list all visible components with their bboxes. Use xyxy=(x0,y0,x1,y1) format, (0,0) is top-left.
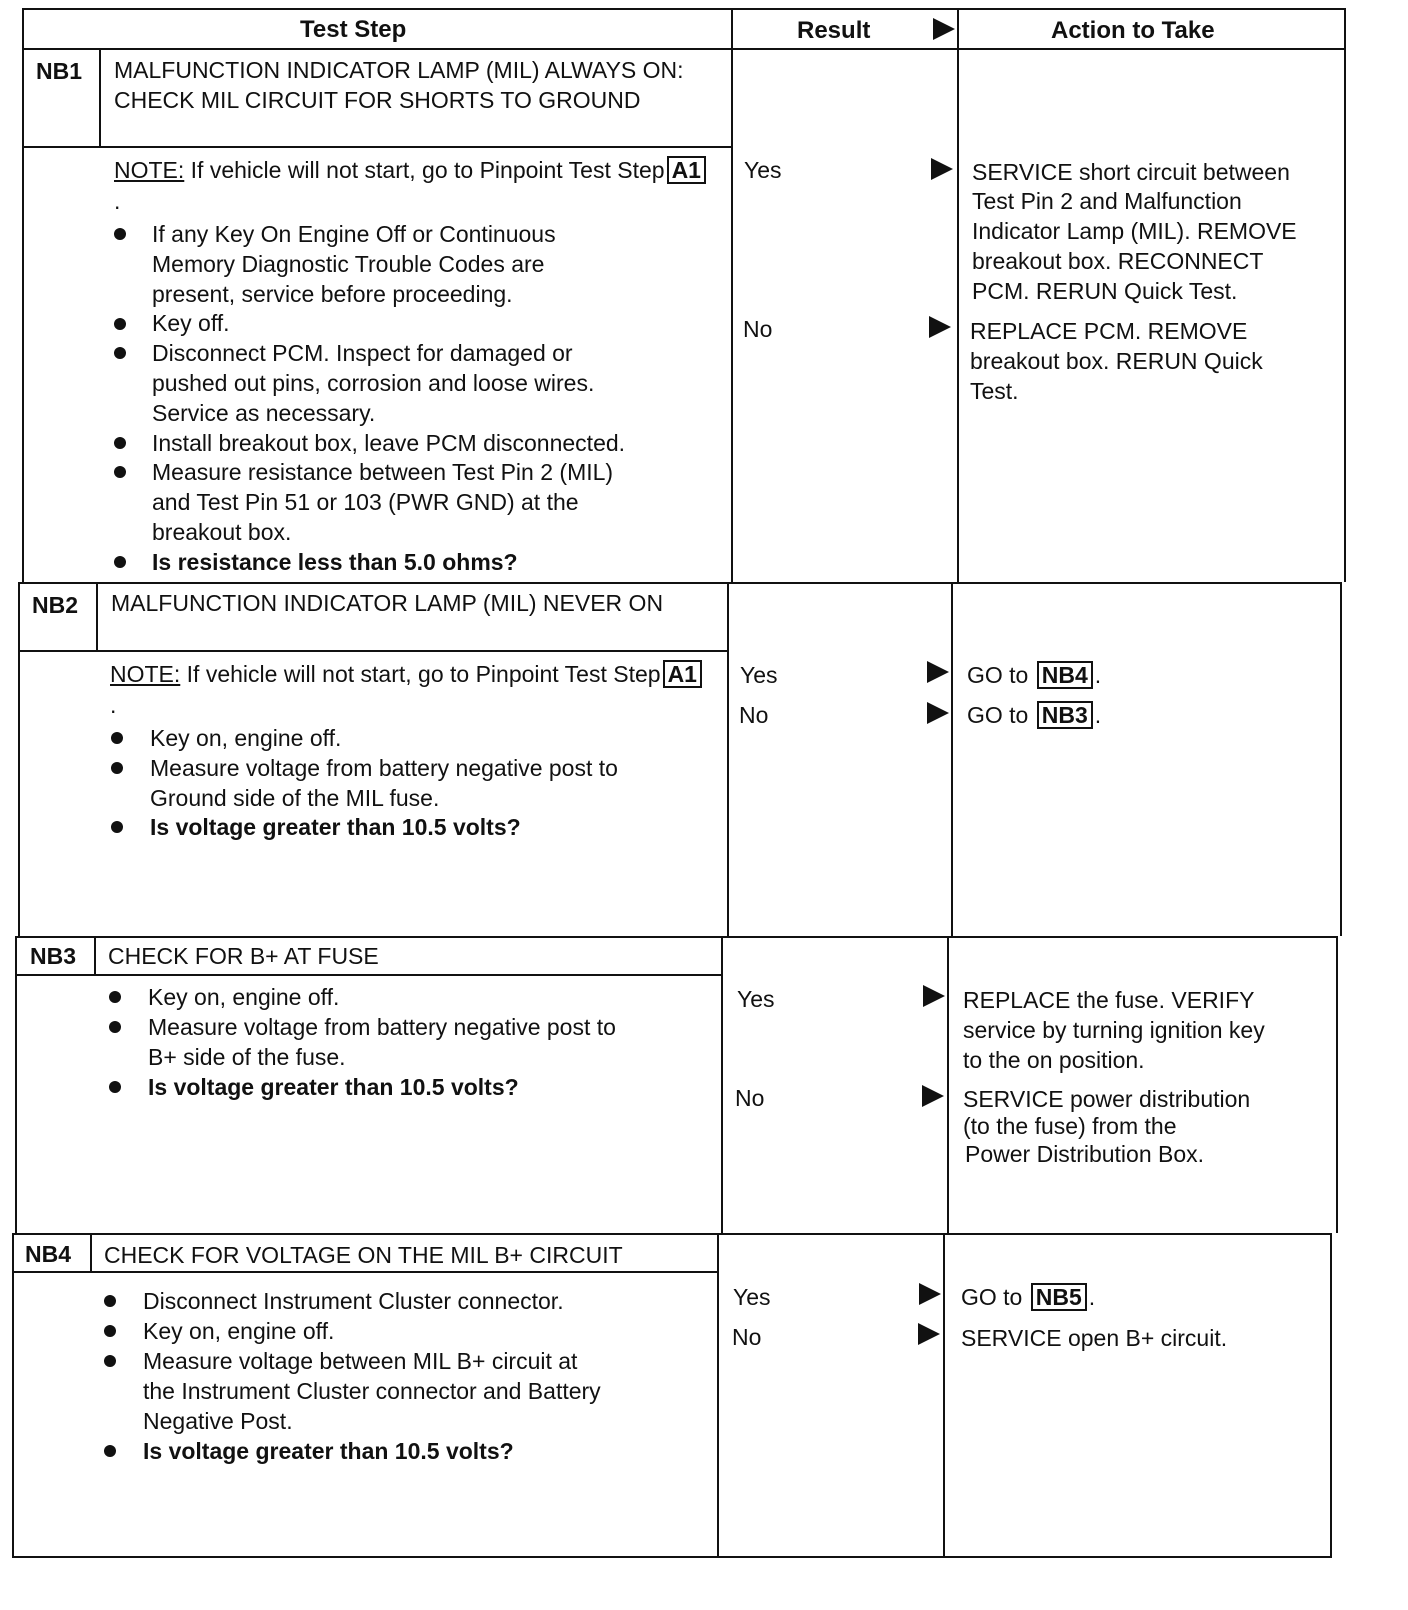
step-note: NOTE: If vehicle will not start, go to Pinpoint Test Step A1. xyxy=(110,659,710,721)
step-id: NB3 xyxy=(30,943,77,969)
result-arrow-icon xyxy=(919,1283,941,1305)
action-line: REPLACE the fuse. VERIFY xyxy=(963,987,1255,1013)
action-line: Indicator Lamp (MIL). REMOVE xyxy=(972,218,1297,244)
table-right-border-top xyxy=(1344,8,1346,582)
bullet-text: Measure resistance between Test Pin 2 (MIL) xyxy=(152,459,614,485)
step-title: MALFUNCTION INDICATOR LAMP (MIL) NEVER ON xyxy=(111,590,664,616)
bullet-question: Is voltage greater than 10.5 volts? xyxy=(150,814,521,840)
result-yes: Yes xyxy=(740,662,778,688)
bullet-icon xyxy=(104,1445,116,1457)
bullet-icon xyxy=(104,1295,116,1307)
table-right-border-nb2 xyxy=(1340,582,1342,936)
step-ref-link[interactable]: NB3 xyxy=(1037,701,1093,729)
goto-label: GO to xyxy=(961,1284,1023,1310)
bullet-icon xyxy=(109,1021,121,1033)
bullet-icon xyxy=(104,1325,116,1337)
bullet-icon xyxy=(114,466,126,478)
result-arrow-icon xyxy=(931,158,953,180)
table-left-border-nb4 xyxy=(12,1233,14,1558)
bullet-icon xyxy=(114,318,126,330)
action-line: SERVICE power distribution xyxy=(963,1086,1251,1112)
col-divider-result-nb3 xyxy=(721,936,723,1233)
step-id: NB4 xyxy=(25,1241,72,1267)
bullet-icon xyxy=(111,762,123,774)
result-arrow-icon xyxy=(927,661,949,683)
bullet-text: Measure voltage between MIL B+ circuit at xyxy=(143,1348,578,1374)
result-no: No xyxy=(743,316,773,342)
step-ref-link[interactable]: A1 xyxy=(667,156,706,184)
bullet-text: Measure voltage from battery negative post to xyxy=(150,755,618,781)
action-line: PCM. RERUN Quick Test. xyxy=(972,278,1238,304)
nb3-top-border xyxy=(15,936,1338,938)
step-title: CHECK FOR VOLTAGE ON THE MIL B+ CIRCUIT xyxy=(104,1242,623,1268)
col-divider-action-top xyxy=(957,8,959,582)
nb2-id-divider xyxy=(96,582,98,652)
result-no: No xyxy=(732,1324,762,1350)
table-right-border-nb3 xyxy=(1336,936,1338,1233)
result-arrow-icon xyxy=(927,702,949,724)
step-id: NB2 xyxy=(32,592,79,618)
col-divider-action-nb3 xyxy=(947,936,949,1233)
bullet-text: Measure voltage from battery negative post to xyxy=(148,1014,616,1040)
action-goto: GO to NB4 . xyxy=(967,662,1102,688)
step-ref-link[interactable]: A1 xyxy=(663,660,702,688)
note-text: If vehicle will not start, go to Pinpoint Test Step xyxy=(184,157,665,183)
bullet-text: Disconnect Instrument Cluster connector. xyxy=(143,1288,564,1314)
action-line: (to the fuse) from the xyxy=(963,1113,1177,1139)
note-text: If vehicle will not start, go to Pinpoint Test Step xyxy=(180,661,661,687)
bullet-text: Disconnect PCM. Inspect for damaged or xyxy=(152,340,573,366)
step-ref-link[interactable]: NB4 xyxy=(1037,661,1093,689)
bullet-text: Service as necessary. xyxy=(152,400,376,426)
nb3-id-divider xyxy=(94,936,96,976)
col-divider-action-nb4 xyxy=(943,1233,945,1558)
action-line: to the on position. xyxy=(963,1047,1145,1073)
bullet-text: Install breakout box, leave PCM disconnected. xyxy=(152,430,626,456)
result-yes: Yes xyxy=(737,986,775,1012)
header-arrow-icon xyxy=(933,18,955,40)
header-bottom-border xyxy=(22,48,1346,50)
bullet-question: Is voltage greater than 10.5 volts? xyxy=(143,1438,514,1464)
nb1-id-divider xyxy=(99,48,101,148)
nb4-title-bottom xyxy=(12,1271,719,1273)
table-left-border-nb2 xyxy=(18,582,20,936)
table-bottom-border xyxy=(12,1556,1332,1558)
header-action: Action to Take xyxy=(1051,17,1215,44)
bullet-icon xyxy=(114,556,126,568)
nb4-top-border xyxy=(12,1233,1332,1235)
bullet-question: Is voltage greater than 10.5 volts? xyxy=(148,1074,519,1100)
note-prefix: NOTE: xyxy=(114,157,185,183)
table-left-border-nb3 xyxy=(15,936,17,1233)
bullet-text: and Test Pin 51 or 103 (PWR GND) at the xyxy=(152,489,579,515)
bullet-icon xyxy=(114,437,126,449)
bullet-question: Is resistance less than 5.0 ohms? xyxy=(152,549,518,575)
note-prefix: NOTE: xyxy=(110,661,181,687)
bullet-icon xyxy=(109,991,121,1003)
bullet-text: pushed out pins, corrosion and loose wires. xyxy=(152,370,595,396)
bullet-text: Memory Diagnostic Trouble Codes are xyxy=(152,251,545,277)
bullet-text: Negative Post. xyxy=(143,1408,293,1434)
result-arrow-icon xyxy=(923,985,945,1007)
step-title: MALFUNCTION INDICATOR LAMP (MIL) ALWAYS ON: CHECK MIL CIRCUIT FOR SHORTS TO GROUND xyxy=(114,57,684,113)
col-divider-result-nb4 xyxy=(717,1233,719,1558)
step-title: CHECK FOR B+ AT FUSE xyxy=(108,943,379,969)
bullet-icon xyxy=(109,1081,121,1093)
table-left-border-top xyxy=(22,8,24,582)
action-line: REPLACE PCM. REMOVE xyxy=(970,318,1248,344)
action-line: Test. xyxy=(970,378,1019,404)
step-note: NOTE: If vehicle will not start, go to Pinpoint Test Step A1. xyxy=(114,155,714,217)
result-arrow-icon xyxy=(929,316,951,338)
nb1-title-bottom xyxy=(22,146,731,148)
bullet-icon xyxy=(114,228,126,240)
bullet-text: the Instrument Cluster connector and Battery xyxy=(143,1378,601,1404)
col-divider-result-nb2 xyxy=(727,582,729,936)
result-arrow-icon xyxy=(918,1323,940,1345)
header-result: Result xyxy=(797,17,871,44)
step-id: NB1 xyxy=(36,58,83,84)
action-goto: GO to NB5 . xyxy=(961,1284,1096,1310)
bullet-text: Key off. xyxy=(152,310,230,336)
bullet-icon xyxy=(114,347,126,359)
goto-label: GO to xyxy=(967,702,1029,728)
bullet-icon xyxy=(111,821,123,833)
table-right-border-nb4 xyxy=(1330,1233,1332,1558)
action-line: breakout box. RECONNECT xyxy=(972,248,1264,274)
result-yes: Yes xyxy=(744,157,782,183)
bullet-text: Key on, engine off. xyxy=(148,984,340,1010)
col-divider-action-nb2 xyxy=(951,582,953,936)
bullet-text: If any Key On Engine Off or Continuous xyxy=(152,221,556,247)
bullet-icon xyxy=(111,732,123,744)
action-line: SERVICE short circuit between xyxy=(972,159,1290,185)
bullet-text: present, service before proceeding. xyxy=(152,281,513,307)
nb3-title-bottom xyxy=(15,974,723,976)
bullet-text: Key on, engine off. xyxy=(150,725,342,751)
action-line: service by turning ignition key xyxy=(963,1017,1265,1043)
nb4-id-divider xyxy=(90,1233,92,1273)
action-line: breakout box. RERUN Quick xyxy=(970,348,1263,374)
nb2-top-border xyxy=(18,582,1342,584)
bullet-text: Ground side of the MIL fuse. xyxy=(150,785,440,811)
col-divider-result-top xyxy=(731,8,733,582)
result-yes: Yes xyxy=(733,1284,771,1310)
nb2-title-bottom xyxy=(18,650,727,652)
result-no: No xyxy=(739,702,769,728)
bullet-icon xyxy=(104,1355,116,1367)
goto-label: GO to xyxy=(967,662,1029,688)
bullet-text: breakout box. xyxy=(152,519,292,545)
action-goto: GO to NB3 . xyxy=(967,702,1102,728)
table-top-border xyxy=(22,8,1346,10)
action-line: Test Pin 2 and Malfunction xyxy=(972,188,1242,214)
header-test-step: Test Step xyxy=(300,16,407,43)
step-ref-link[interactable]: NB5 xyxy=(1031,1283,1087,1311)
result-no: No xyxy=(735,1085,765,1111)
bullet-text: B+ side of the fuse. xyxy=(148,1044,346,1070)
action-line: Power Distribution Box. xyxy=(965,1141,1205,1167)
action-line: SERVICE open B+ circuit. xyxy=(961,1325,1228,1351)
result-arrow-icon xyxy=(922,1085,944,1107)
bullet-text: Key on, engine off. xyxy=(143,1318,335,1344)
